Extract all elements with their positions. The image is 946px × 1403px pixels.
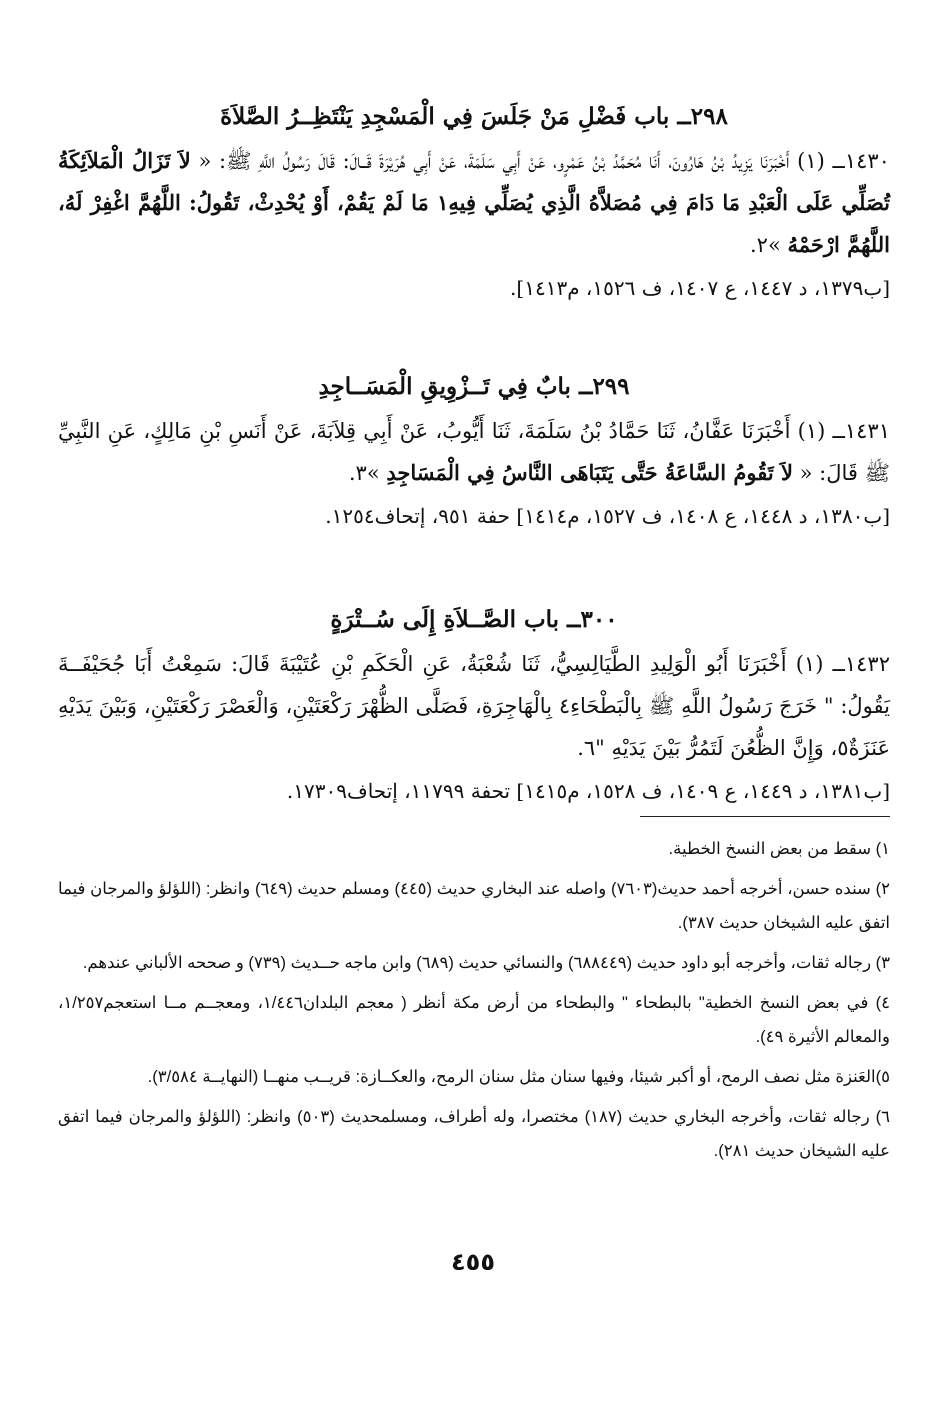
main-text xyxy=(58,100,890,811)
section-299 xyxy=(58,370,890,585)
footnote-2: ٢) سنده حسن، أخرجه أحمد حديث(٧٦٠٣) واصله عند البخاري حديث (٤٤٥) ومسلم حديث (٦٤٩) وانظر: (اللؤلؤ والمرجان فيما اتفق عليه الشيخان حديث ٣٨٧). xyxy=(58,880,890,932)
section-300 xyxy=(58,603,890,811)
footnote-3: ٣) رجاله ثقات، وأخرجه أبو داود حديث (٦٨٨٤٤٩) والنسائي حديث (٦٨٩) وابن ماجه حــديث (٧٣٩) و صححه الألباني عندهم. xyxy=(82,954,890,972)
footnote-1: ١) سقط من بعض النسخ الخطية. xyxy=(668,840,890,858)
hadith-paragraph xyxy=(58,410,890,494)
page-number: ٤٥٥ xyxy=(451,1248,495,1276)
hadith-paragraph xyxy=(58,140,890,266)
footnote-divider xyxy=(640,816,890,817)
hadith-chain: ١٤٣٠ــ (١) أَخْبَرَنَا يَزِيدُ بْنُ هَارُونَ، أَنَا مُحَمَّدُ بْنُ عَمْرٍو، عَنْ أَبِي سَلَمَةَ، عَنْ أَبِي هُرَيْرَةَ قَــالَ: قَالَ رَسُولُ اللَّهِ ﷺ: « xyxy=(198,149,890,173)
section-298 xyxy=(58,100,890,350)
section-title: ٣٠٠ــ باب الصَّــلاَةِ إِلَى سُــتْرَةٍ xyxy=(330,606,618,633)
hadith-references: [ب١٣٨١، د ١٤٤٩، ع ١٤٠٩، ف ١٥٢٨، م١٤١٥] تحفة ١١٧٩٩، إتحاف١٧٣٠٩. xyxy=(286,779,890,803)
footnote-5: ٥)العَنزة مثل نصف الرمح، أو أكبر شيئا، وفيها سنان مثل سنان الرمح، والعكــازة: قريــب منهــا (النهايــة ٣/٥٨٤). xyxy=(147,1068,890,1086)
footnote-6: ٦) رجاله ثقات، وأخرجه البخاري حديث (١٨٧) مختصرا، وله أطراف، ومسلمحديث (٥٠٣) وانظر: (اللؤلؤ والمرجان فيما اتفق عليه الشيخان حديث ٢٨١). xyxy=(58,1108,890,1160)
hadith-references: [ب١٣٨٠، د ١٤٤٨، ع ١٤٠٨، ف ١٥٢٧، م١٤١٤] حفة ٩٥١، إتحاف١٢٥٤. xyxy=(325,504,890,528)
hadith-close: »٣. xyxy=(348,461,380,485)
hadith-chain: ١٤٣١ــ (١) أَخْبَرَنَا عَفَّانُ، ثَنَا حَمَّادُ بْنُ سَلَمَةَ، ثَنَا أَيُّوبُ، عَنْ أَبِي قِلاَبَةَ، عَنْ أَنَسِ بْنِ مَالِكٍ، عَنِ النَّبِيِّ ﷺ قَالَ: « xyxy=(58,419,890,485)
hadith-chain: ١٤٣٢ــ (١) أَخْبَرَنَا أَبُو الْوَلِيدِ الطَّيَالِسِيُّ، ثَنَا شُعْبَةُ، عَنِ الْحَكَمِ بْنِ عُتَيْبَةَ قَالَ: سَمِعْتُ أَبَا جُحَيْفَــةَ يَقُولُ: " خَرَجَ رَسُولُ اللَّهِ ﷺ بِالْبَطْحَاءِ٤ بِالْهَاجِرَةِ، فَصَلَّى الظُّهْرَ رَكْعَتَيْنِ، وَالْعَصْرَ رَكْعَتَيْنِ، وَبَيْنَ يَدَيْهِ عَنَزَةٌ٥، وَإِنَّ الظُّعُنَ لَتَمُرُّ بَيْنَ يَدَيْهِ "٦. xyxy=(58,652,890,760)
section-title: ٢٩٨ــ باب فَضْلِ مَنْ جَلَسَ فِي الْمَسْجِدِ يَنْتَظِــرُ الصَّلاَةَ xyxy=(220,103,728,130)
hadith-references: [ب١٣٧٩، د ١٤٤٧، ع ١٤٠٧، ف ١٥٢٦، م١٤١٣]. xyxy=(510,276,890,300)
section-title: ٢٩٩ــ بابٌ فِي تَــزْوِيقِ الْمَسَــاجِدِ xyxy=(318,373,630,400)
hadith-paragraph xyxy=(58,643,890,769)
footnotes xyxy=(58,832,890,1174)
footnote-4: ٤) في بعض النسخ الخطية" بالبطحاء " والبطحاء من أرض مكة أنظر ( معجم البلدان١/٤٤٦، ومعجــم مــا استعجم١/٢٥٧، والمعالم الأثيرة ٤٩). xyxy=(58,994,890,1046)
hadith-text: لاَ تَزَالُ الْمَلاَئِكَةُ تُصَلِّي عَلَى الْعَبْدِ مَا دَامَ فِي مُصَلاَّهُ الَّذِي يُصَلِّي فِيهِ١ مَا لَمْ يَقُمْ، أَوْ يُحْدِثْ، تَقُولُ: اللَّهُمَّ اغْفِرْ لَهُ، اللَّهُمَّ ارْحَمْهُ xyxy=(58,148,891,257)
hadith-close: »٢. xyxy=(749,233,781,257)
hadith-text: لاَ تَقُومُ السَّاعَةُ حَتَّى يَتَبَاهَى النَّاسُ فِي الْمَسَاجِدِ xyxy=(386,460,793,485)
